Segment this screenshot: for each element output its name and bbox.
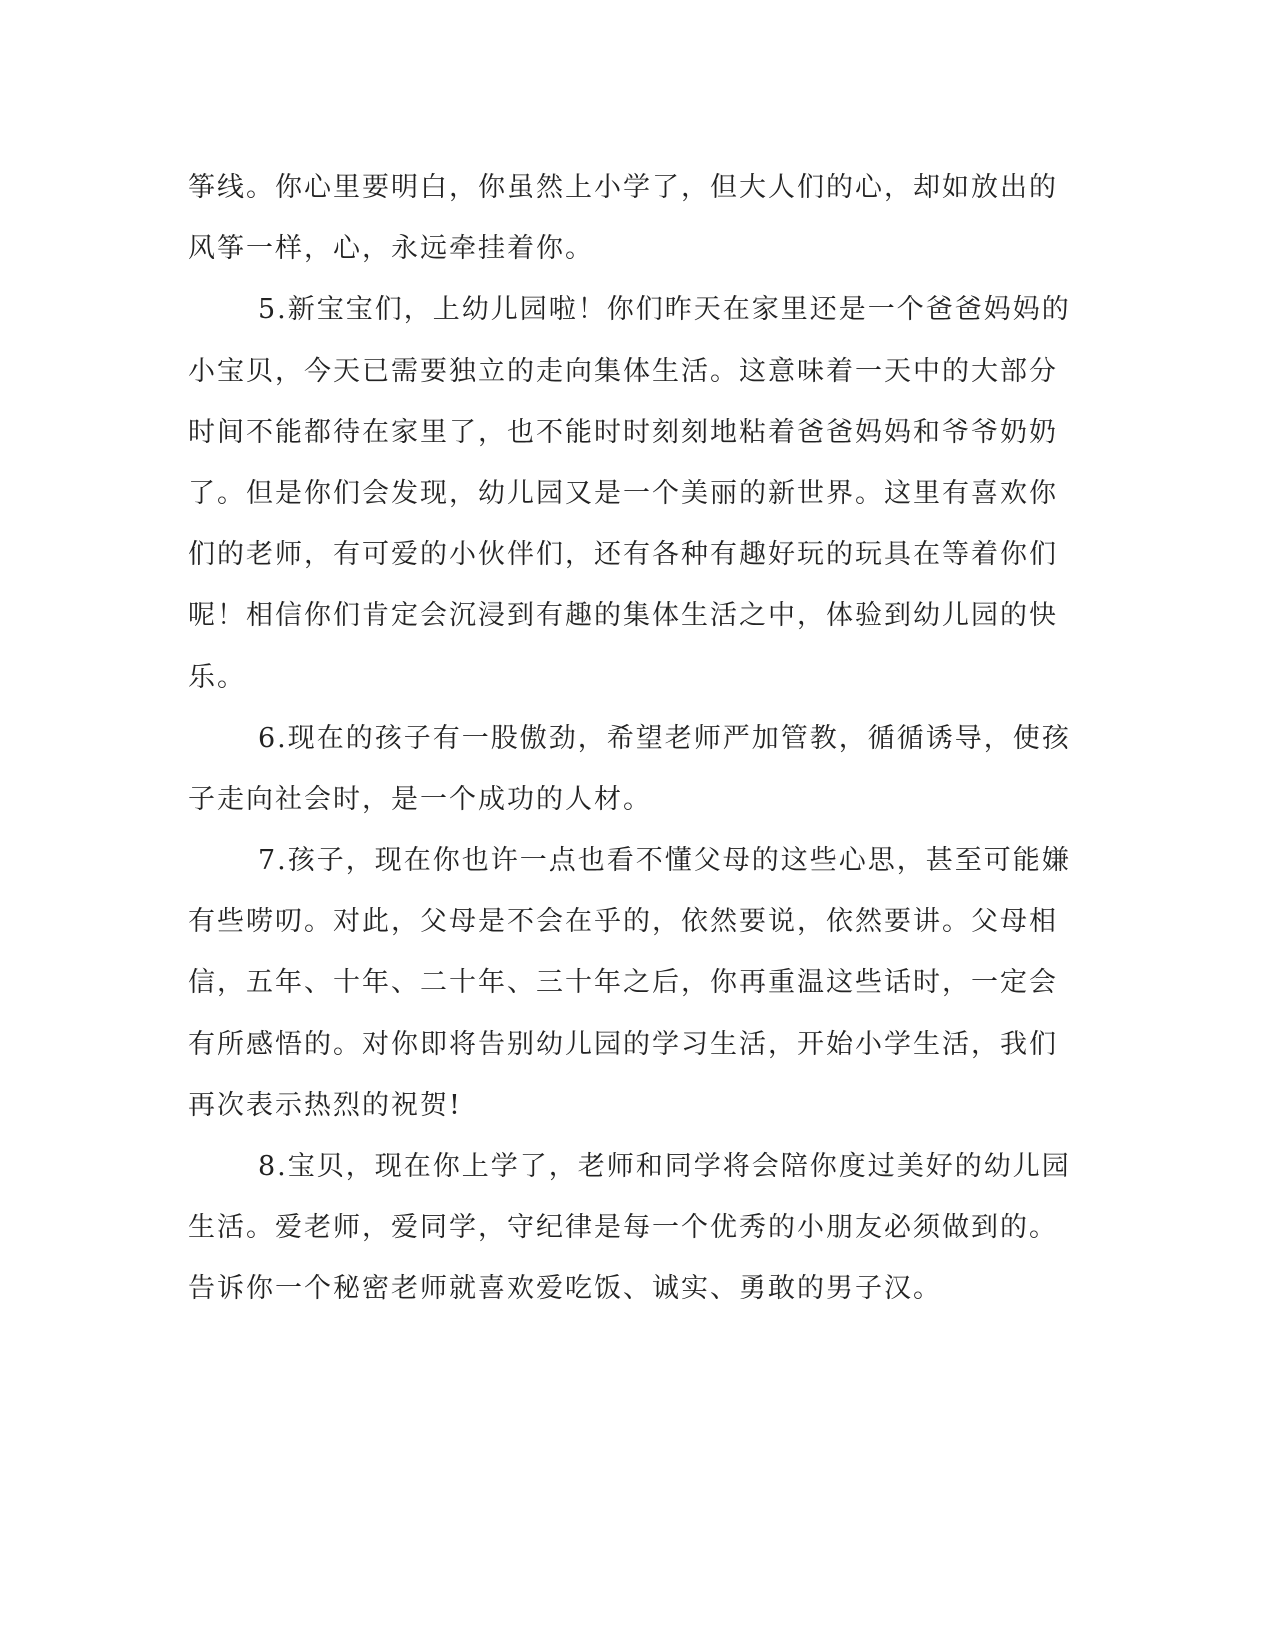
text-line: 6.现在的孩子有一股傲劲，希望老师严加管教，循循诱导，使孩 [258, 722, 1071, 754]
text-line: 小宝贝，今天已需要独立的走向集体生活。这意味着一天中的大部分 [188, 355, 1058, 387]
text-line: 呢！相信你们肯定会沉浸到有趣的集体生活之中，体验到幼儿园的快 [188, 600, 1058, 632]
document-body [188, 157, 1071, 1320]
text-line: 7.孩子，现在你也许一点也看不懂父母的这些心思，甚至可能嫌 [258, 845, 1071, 877]
text-line: 8.宝贝，现在你上学了，老师和同学将会陪你度过美好的幼儿园 [258, 1151, 1071, 1182]
text-line: 乐。 [188, 661, 246, 693]
paragraph-item-5 [188, 279, 1071, 707]
paragraph-item-6 [188, 708, 1071, 830]
text-line: 有些唠叨。对此，父母是不会在乎的，依然要说，依然要讲。父母相 [188, 906, 1058, 938]
text-line: 们的老师，有可爱的小伙伴们，还有各种有趣好玩的玩具在等着你们 [188, 539, 1058, 571]
text-line: 再次表示热烈的祝贺! [188, 1089, 462, 1121]
text-line: 时间不能都待在家里了，也不能时时刻刻地粘着爸爸妈妈和爷爷奶奶 [188, 416, 1058, 448]
text-line: 告诉你一个秘密老师就喜欢爱吃饭、诚实、勇敢的男子汉。 [188, 1273, 942, 1305]
paragraph-item-7 [188, 830, 1071, 1136]
text-line: 5.新宝宝们，上幼儿园啦！你们昨天在家里还是一个爸爸妈妈的 [258, 294, 1071, 326]
text-line: 生活。爱老师，爱同学，守纪律是每一个优秀的小朋友必须做到的。 [188, 1212, 1058, 1244]
paragraph-item-8 [188, 1136, 1071, 1320]
text-line: 信，五年、十年、二十年、三十年之后，你再重温这些话时，一定会 [188, 967, 1058, 999]
text-line: 了。但是你们会发现，幼儿园又是一个美丽的新世界。这里有喜欢你 [188, 477, 1058, 509]
text-line: 风筝一样，心，永远牵挂着你。 [188, 233, 594, 265]
paragraph-continuation [188, 157, 1068, 279]
text-line: 子走向社会时，是一个成功的人材。 [188, 783, 652, 815]
text-line: 筝线。你心里要明白，你虽然上小学了，但大人们的心，却如放出的 [188, 172, 1058, 203]
text-line: 有所感悟的。对你即将告别幼儿园的学习生活，开始小学生活，我们 [188, 1028, 1058, 1060]
